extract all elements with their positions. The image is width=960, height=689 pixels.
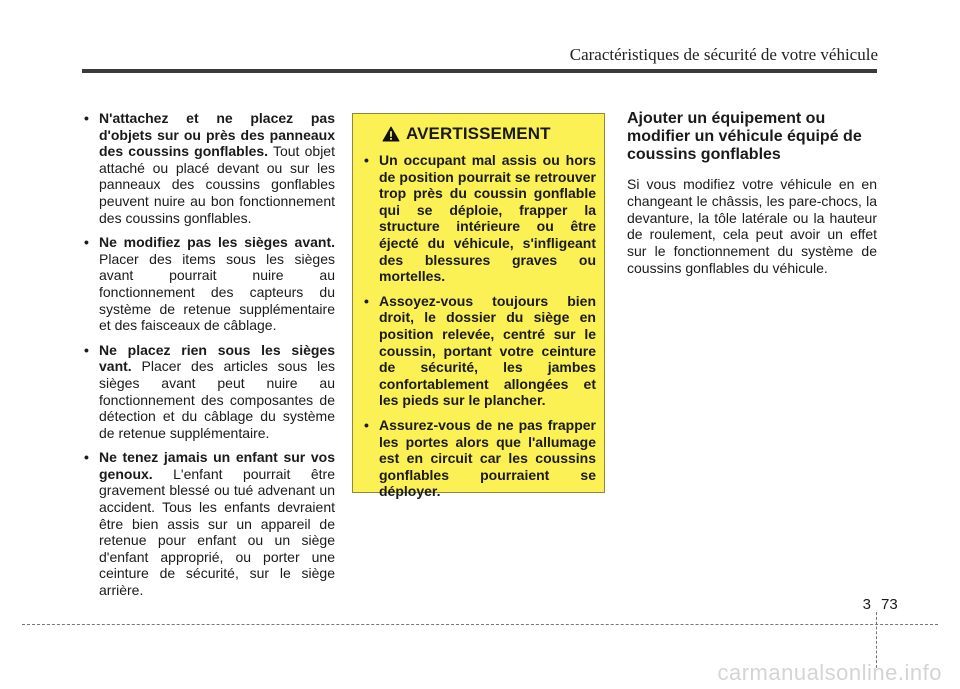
safety-tips-list	[82, 110, 335, 599]
item-heading: Ne modifiez pas les sièges avant.	[99, 234, 335, 251]
warning-list	[362, 152, 596, 500]
list-item: • Assurez-vous de ne pas frapper les portes alors que l'allumage est en circuit car les coussins gonflables pourraient se déployer.	[362, 417, 596, 500]
list-item	[82, 342, 335, 442]
section-title: Ajouter un équipement ou modifier un véhicule équipé de coussins gonflables	[627, 110, 862, 163]
page-number: 73	[881, 596, 898, 613]
header-rule	[82, 69, 877, 73]
list-item	[82, 449, 335, 598]
footer-rule	[22, 624, 938, 625]
warning-box	[352, 113, 605, 500]
warning-header	[382, 124, 596, 144]
item-heading: N'attachez et ne placez pas d'objets sur ou près des panneaux des coussins gonflables.	[99, 110, 335, 160]
page-header-title: Caractéristiques de sécurité de votre véhicule	[569, 45, 878, 64]
chapter-number: 3	[862, 596, 871, 613]
item-text: Tout objet attaché ou placé devant ou sur les panneaux des coussins gonflables peuvent nuire au bon fonctionnement des coussins gonflables.	[99, 143, 335, 226]
left-column	[82, 110, 335, 607]
item-text: L'enfant pourrait être gravement blessé ou tué advenant un accident. Tous les enfants devraient être bien assis sur un appareil de retenue pour enfant ou un siège d'enfant approprié, ou porter une ceinture de sécurité, sur le siège arrière.	[99, 465, 335, 599]
item-heading: Ne placez rien sous les sièges vant.	[99, 341, 335, 375]
list-item	[82, 110, 335, 226]
warning-title: AVERTISSEMENT	[406, 124, 551, 143]
item-text: Placer des articles sous les sièges avant peut nuire au fonctionnement des composantes de détection et du câblage du système de retenue supplémentaire.	[99, 358, 335, 441]
item-text: Placer des items sous les sièges avant pourrait nuire au fonctionnement des capteurs du système de retenue supplémentaire et des faisceaux de câblage.	[99, 250, 335, 334]
list-item: • Un occupant mal assis ou hors de position pourrait se retrouver trop près du coussin gonflable qui se déploie, frapper la structure intérieure ou être éjecté du véhicule, s'infligeant des blessures graves ou mortelles.	[362, 152, 596, 285]
section-body: Si vous modifiez votre véhicule en en changeant le châssis, les pare-chocs, la devanture, la tôle latérale ou la hauteur de roulement, cela peut avoir un effet sur le fonctionnement du système de coussins gonflables du véhicule.	[627, 176, 877, 276]
list-item: • Assoyez-vous toujours bien droit, le dossier du siège en position relevée, centré sur le coussin, portant votre ceinture de sécurité, les jambes confortablement allongées et les pieds sur le plancher.	[362, 293, 596, 409]
warning-triangle-icon	[382, 126, 400, 142]
right-column	[627, 110, 877, 277]
watermark: carmanualsonline.info	[717, 660, 942, 685]
item-heading: Ne tenez jamais un enfant sur vos genoux.	[99, 449, 335, 482]
list-item	[82, 234, 335, 334]
